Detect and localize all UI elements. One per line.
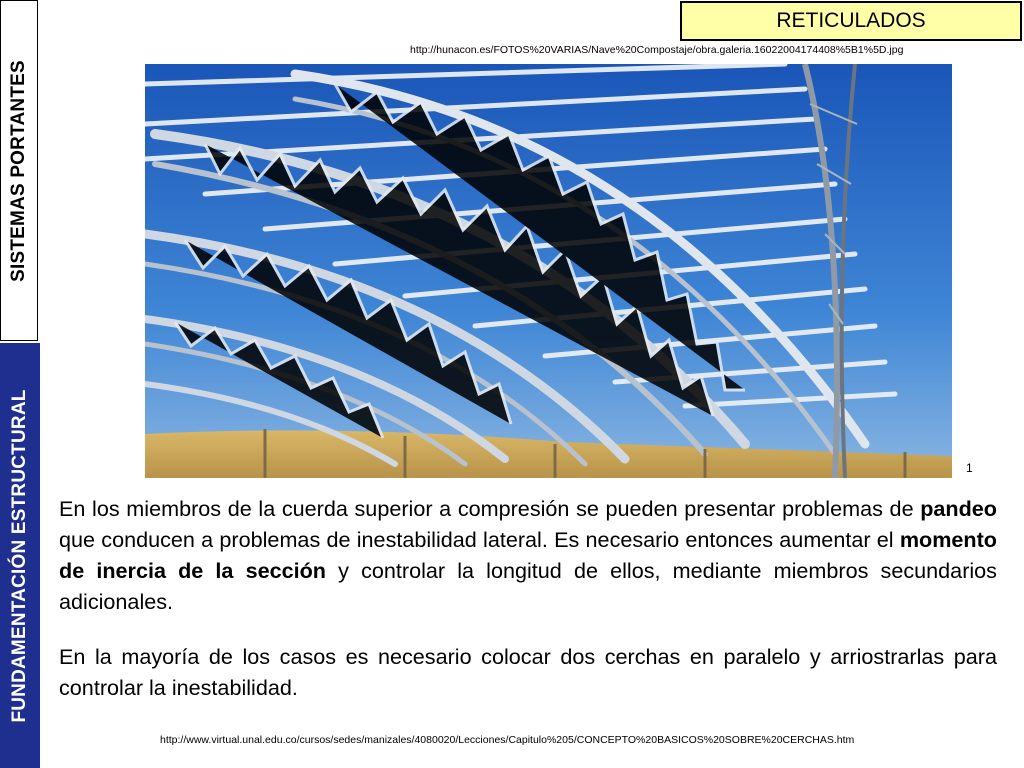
slide-title — [680, 1, 1022, 41]
sidebar-bottom-panel — [0, 343, 40, 768]
body-text — [59, 493, 997, 727]
slide-title-text: RETICULADOS — [776, 9, 926, 32]
paragraph-1 — [59, 493, 997, 617]
paragraph-1-text-b: que conducen a problemas de inestabilidad lateral. Es necesario entonces aumentar el — [59, 527, 900, 552]
figure-source-url: http://hunacon.es/FOTOS%20VARIAS/Nave%20Compostaje/obra.galeria.16022004174408%5B1%5D.jpg — [410, 44, 904, 56]
term-pandeo: pandeo — [920, 496, 997, 521]
paragraph-2: En la mayoría de los casos es necesario colocar dos cerchas en paralelo y arriostrarlas para controlar la inestabilidad. — [59, 644, 997, 700]
footer-source-url: http://www.virtual.unal.edu.co/cursos/sedes/manizales/4080020/Lecciones/Capitulo%205/CONCEPTO%20BASICOS%20SOBRE%20CERCHAS.htm — [160, 734, 855, 746]
sidebar-top-panel — [0, 0, 38, 341]
sidebar-top-label: SISTEMAS PORTANTES — [8, 59, 29, 282]
paragraph-1-text-a: En los miembros de la cuerda superior a compresión se pueden presentar problemas de — [59, 496, 921, 521]
figure-number: 1 — [966, 461, 973, 475]
term-momento-inercia: momento de inercia de la sección — [59, 527, 997, 583]
paragraph-1-text-c: y controlar la longitud de ellos, mediante miembros secundarios adicionales. — [59, 558, 997, 614]
truss-roof-photo — [145, 64, 952, 478]
sidebar-bottom-label: FUNDAMENTACIÓN ESTRUCTURAL — [9, 388, 30, 723]
